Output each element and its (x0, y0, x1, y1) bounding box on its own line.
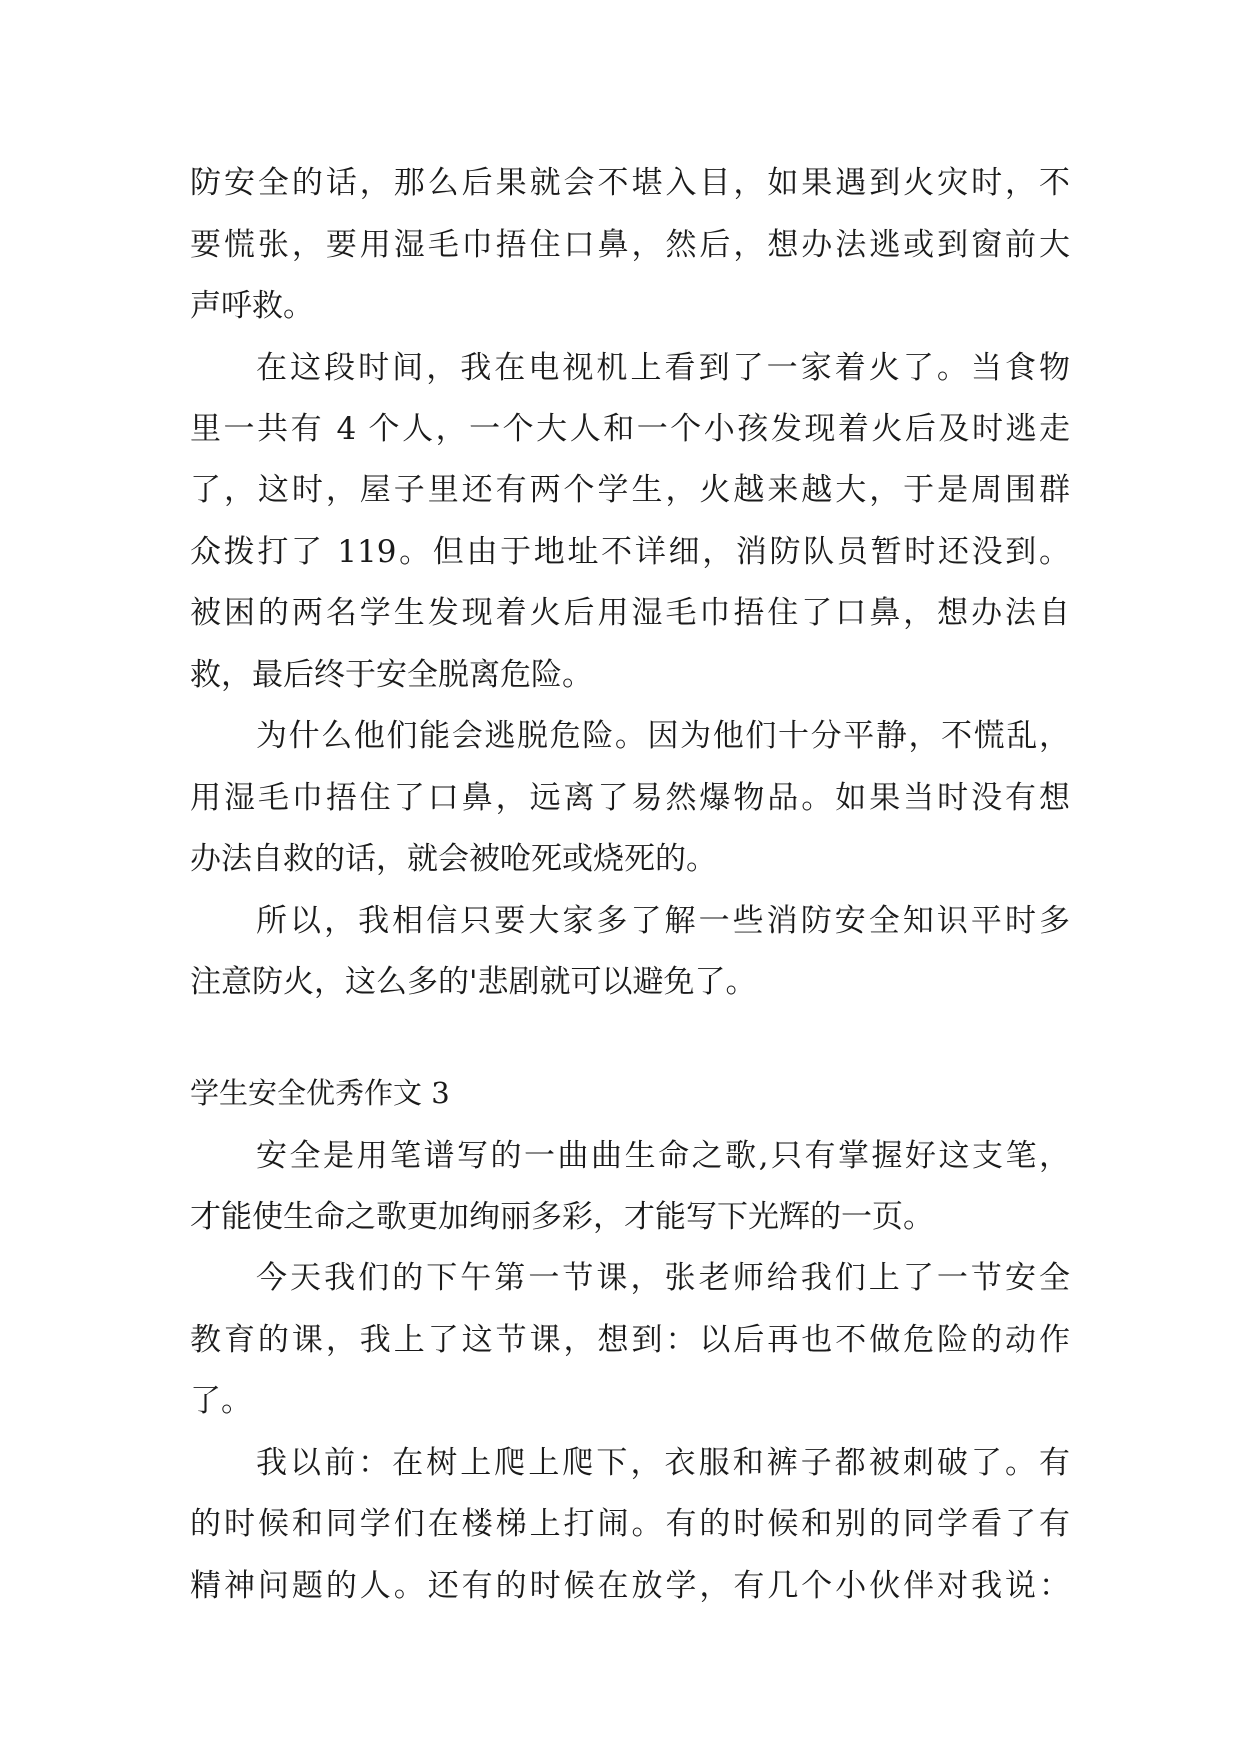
paragraph-line: 了。 (190, 1383, 252, 1419)
paragraph-line: 教育的课，我上了这节课，想到：以后再也不做危险的动作 (190, 1322, 1070, 1358)
paragraph-line: 注意防火，这么多的'悲剧就可以避免了。 (190, 964, 757, 1000)
paragraph-line: 众拨打了 119。但由于地址不详细，消防队员暂时还没到。 (190, 534, 1070, 570)
paragraph-line: 为什么他们能会逃脱危险。因为他们十分平静，不慌乱， (256, 718, 1070, 754)
paragraph-line: 的时候和同学们在楼梯上打闹。有的时候和别的同学看了有 (190, 1506, 1070, 1542)
paragraph-line: 办法自救的话，就会被呛死或烧死的。 (190, 841, 717, 877)
paragraph-line: 被困的两名学生发现着火后用湿毛巾捂住了口鼻，想办法自 (190, 595, 1070, 631)
paragraph-line: 安全是用笔谱写的一曲曲生命之歌,只有掌握好这支笔， (256, 1138, 1070, 1174)
paragraph-line: 声呼救。 (190, 288, 314, 324)
paragraph-line: 精神问题的人。还有的时候在放学，有几个小伙伴对我说： (190, 1568, 1070, 1604)
paragraph-line: 了，这时，屋子里还有两个学生，火越来越大，于是周围群 (190, 472, 1070, 508)
paragraph-line: 所以，我相信只要大家多了解一些消防安全知识平时多 (256, 903, 1070, 939)
section-heading: 学生安全优秀作文 3 (190, 1076, 450, 1110)
paragraph-line: 要慌张，要用湿毛巾捂住口鼻，然后，想办法逃或到窗前大 (190, 227, 1070, 263)
paragraph-line: 防安全的话，那么后果就会不堪入目，如果遇到火灾时，不 (190, 165, 1070, 201)
paragraph-line: 在这段时间，我在电视机上看到了一家着火了。当食物 (256, 350, 1070, 386)
paragraph-line: 救，最后终于安全脱离危险。 (190, 657, 593, 693)
paragraph-line: 我以前：在树上爬上爬下，衣服和裤子都被刺破了。有 (256, 1445, 1070, 1481)
paragraph-line: 才能使生命之歌更加绚丽多彩，才能写下光辉的一页。 (190, 1199, 934, 1235)
paragraph-line: 今天我们的下午第一节课，张老师给我们上了一节安全 (256, 1260, 1070, 1296)
paragraph-line: 里一共有 4 个人，一个大人和一个小孩发现着火后及时逃走 (190, 411, 1070, 447)
paragraph-line: 用湿毛巾捂住了口鼻，远离了易然爆物品。如果当时没有想 (190, 780, 1070, 816)
